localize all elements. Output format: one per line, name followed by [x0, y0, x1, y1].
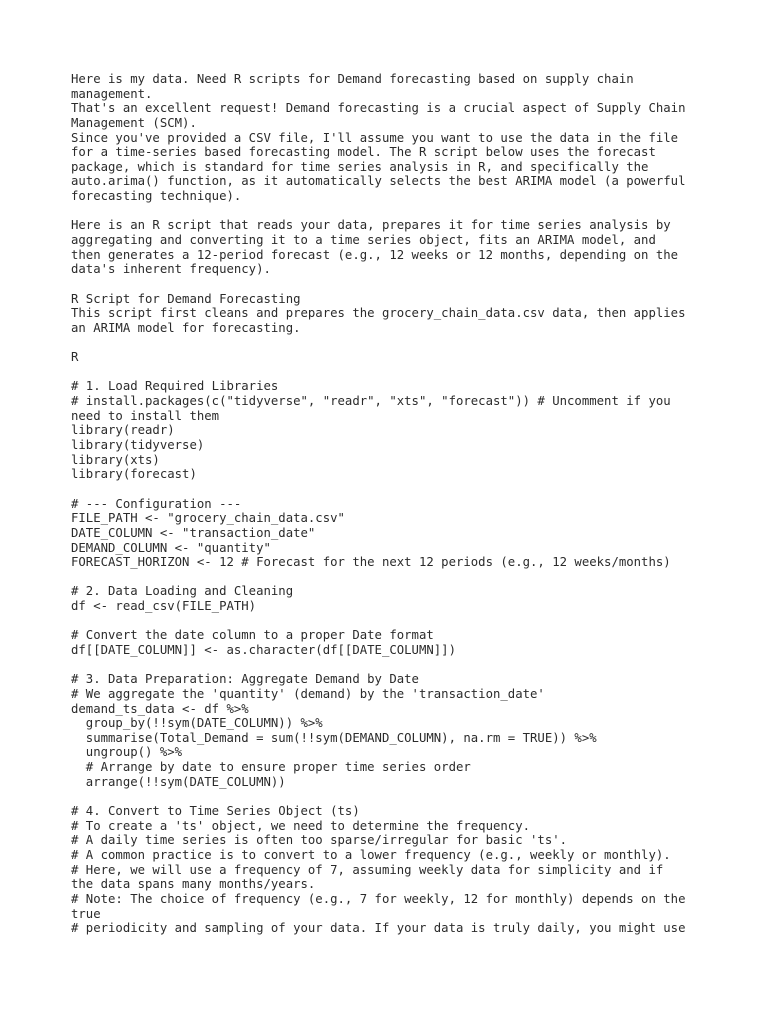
text-line: R — [71, 350, 79, 365]
text-line: # We aggregate the 'quantity' (demand) by the 'transaction_date' — [71, 686, 545, 701]
text-line: # periodicity and sampling of your data. If your data is truly daily, you might use — [71, 921, 686, 936]
text-line: an ARIMA model for forecasting. — [71, 320, 301, 335]
text-line: the data spans many months/years. — [71, 877, 316, 892]
text-line: DEMAND_COLUMN <- "quantity" — [71, 540, 271, 555]
text-line: # 3. Data Preparation: Aggregate Demand by Date — [71, 672, 419, 687]
text-line: Here is my data. Need R scripts for Demand forecasting based on supply chain — [71, 72, 634, 86]
text-line: group_by(!!sym(DATE_COLUMN)) %>% — [71, 716, 323, 731]
text-line: library(readr) — [71, 423, 175, 438]
text-line: df <- read_csv(FILE_PATH) — [71, 599, 257, 614]
text-line: # 2. Data Loading and Cleaning — [71, 584, 294, 599]
text-line: need to install them — [71, 408, 220, 423]
text-line: Since you've provided a CSV file, I'll assume you want to use the data in the file — [71, 130, 679, 145]
text-line: for a time-series based forecasting model. The R script below uses the forecast — [71, 145, 656, 160]
text-line: Management (SCM). — [71, 115, 197, 130]
text-line: # Here, we will use a frequency of 7, assuming weekly data for simplicity and if — [71, 862, 664, 877]
text-line: management. — [71, 86, 153, 101]
text-line: # --- Configuration --- — [71, 496, 242, 511]
text-line: ungroup() %>% — [71, 745, 183, 760]
blank-line — [71, 204, 711, 219]
text-line: # Arrange by date to ensure proper time series order — [71, 760, 471, 775]
blank-line — [71, 277, 711, 292]
text-line: FILE_PATH <- "grocery_chain_data.csv" — [71, 511, 345, 526]
text-line: arrange(!!sym(DATE_COLUMN)) — [71, 774, 286, 789]
blank-line — [71, 365, 711, 380]
text-line: # 1. Load Required Libraries — [71, 379, 279, 394]
text-line: # To create a 'ts' object, we need to determine the frequency. — [71, 818, 531, 833]
text-line: data's inherent frequency). — [71, 262, 271, 277]
text-line: # 4. Convert to Time Series Object (ts) — [71, 804, 360, 819]
text-line: demand_ts_data <- df %>% — [71, 701, 249, 716]
text-line: summarise(Total_Demand = sum(!!sym(DEMAND_COLUMN), na.rm = TRUE)) %>% — [71, 730, 597, 745]
text-line: df[[DATE_COLUMN]] <- as.character(df[[DATE_COLUMN]]) — [71, 642, 456, 657]
text-line: DATE_COLUMN <- "transaction_date" — [71, 525, 316, 540]
text-line: aggregating and converting it to a time series object, fits an ARIMA model, and — [71, 233, 656, 248]
text-line: package, which is standard for time series analysis in R, and specifically the — [71, 159, 649, 174]
blank-line — [71, 482, 711, 497]
text-line: library(tidyverse) — [71, 438, 205, 453]
text-line: # A common practice is to convert to a lower frequency (e.g., weekly or monthly). — [71, 847, 671, 862]
text-line: This script first cleans and prepares the grocery_chain_data.csv data, then applies — [71, 306, 686, 321]
text-line: R Script for Demand Forecasting — [71, 291, 301, 306]
blank-line — [71, 658, 711, 673]
text-line: library(forecast) — [71, 467, 197, 482]
text-line: # install.packages(c("tidyverse", "readr", "xts", "forecast")) # Uncomment if you — [71, 394, 671, 409]
text-line: That's an excellent request! Demand forecasting is a crucial aspect of Supply Chain — [71, 101, 686, 116]
text-line: Here is an R script that reads your data, prepares it for time series analysis by — [71, 218, 671, 233]
text-line: # Convert the date column to a proper Date format — [71, 628, 434, 643]
text-line: then generates a 12-period forecast (e.g., 12 weeks or 12 months, depending on the — [71, 247, 679, 262]
text-line: # A daily time series is often too sparse/irregular for basic 'ts'. — [71, 833, 568, 848]
text-line: auto.arima() function, as it automatically selects the best ARIMA model (a powerful — [71, 174, 686, 189]
blank-line — [71, 614, 711, 629]
document-text — [71, 72, 711, 936]
blank-line — [71, 570, 711, 585]
blank-line — [71, 336, 711, 351]
text-line: true — [71, 906, 101, 921]
blank-line — [71, 789, 711, 804]
text-line: # Note: The choice of frequency (e.g., 7 for weekly, 12 for monthly) depends on the — [71, 891, 686, 906]
text-line: library(xts) — [71, 452, 160, 467]
text-line: forecasting technique). — [71, 189, 242, 204]
text-line: FORECAST_HORIZON <- 12 # Forecast for the next 12 periods (e.g., 12 weeks/months) — [71, 555, 671, 570]
